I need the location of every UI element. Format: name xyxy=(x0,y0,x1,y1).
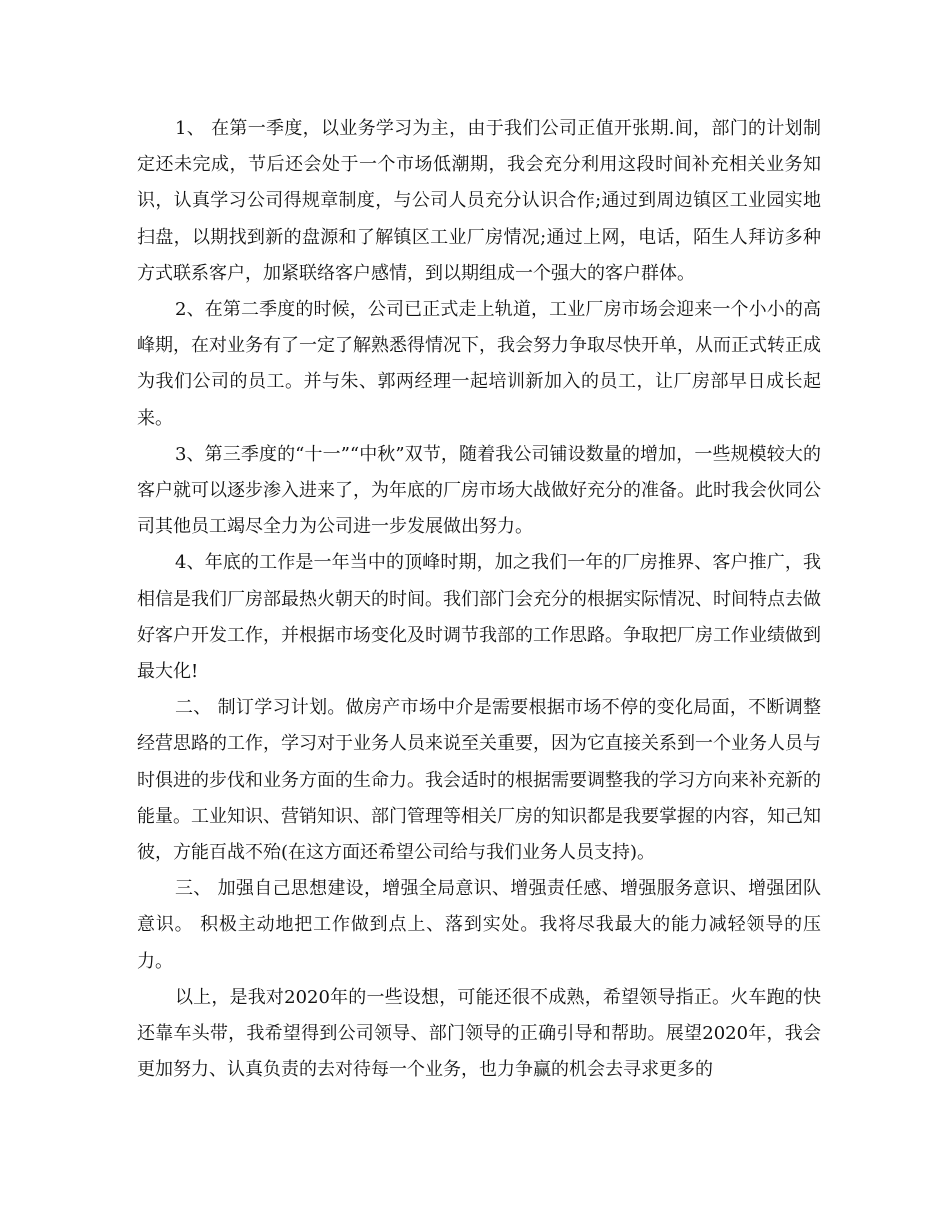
paragraph-q2-plan: 2、在第二季度的时候，公司已正式走上轨道，工业厂房市场会迎来一个小小的高峰期，在对业务有了一定了解熟悉得情况下，我会努力争取尽快开单，从而正式转正成为我们公司的员工。并与朱、郭两经理一起培训新加入的员工，让厂房部早日成长起来。 xyxy=(137,299,821,429)
paragraph-conclusion: 以上，是我对2020年的一些设想，可能还很不成熟，希望领导指正。火车跑的快还靠车头带，我希望得到公司领导、部门领导的正确引导和帮助。展望2020年，我会更加努力、认真负责的去对待每一个业务，也力争赢的机会去寻求更多的 xyxy=(137,986,821,1081)
paragraph-q1-plan: 1、 在第一季度，以业务学习为主，由于我们公司正值开张期.间，部门的计划制定还未完成，节后还会处于一个市场低潮期，我会充分利用这段时间补充相关业务知识，认真学习公司得规章制度，与公司人员充分认识合作;通过到周边镇区工业园实地扫盘，以期找到新的盘源和了解镇区工业厂房情况;通过上网，电话，陌生人拜访多种方式联系客户，加紧联络客户感情，到以期组成一个强大的客户群体。 xyxy=(137,118,821,284)
paragraph-year-end-plan: 4、年底的工作是一年当中的顶峰时期，加之我们一年的厂房推界、客户推广，我相信是我们厂房部最热火朝天的时间。我们部门会充分的根据实际情况、时间特点去做好客户开发工作，并根据市场变化及时调节我部的工作思路。争取把厂房工作业绩做到最大化! xyxy=(137,552,821,683)
document-body xyxy=(137,111,821,1088)
paragraph-study-plan: 二、 制订学习计划。做房产市场中介是需要根据市场不停的变化局面，不断调整经营思路的工作，学习对于业务人员来说至关重要，因为它直接关系到一个业务人员与时俱进的步伐和业务方面的生命力。我会适时的根据需要调整我的学习方向来补充新的能量。工业知识、营销知识、部门管理等相关厂房的知识都是我要掌握的内容，知己知彼，方能百战不殆(在这方面还希望公司给与我们业务人员支持)。 xyxy=(137,697,821,864)
paragraph-ideology-building: 三、 加强自己思想建设，增强全局意识、增强责任感、增强服务意识、增强团队意识。 积极主动地把工作做到点上、落到实处。我将尽我最大的能力减轻领导的压力。 xyxy=(137,878,821,972)
paragraph-q3-plan: 3、第三季度的“十一”“中秋”双节，随着我公司铺设数量的增加，一些规模较大的客户就可以逐步渗入进来了，为年底的厂房市场大战做好充分的准备。此时我会伙同公司其他员工竭尽全力为公司进一步发展做出努力。 xyxy=(137,443,821,538)
